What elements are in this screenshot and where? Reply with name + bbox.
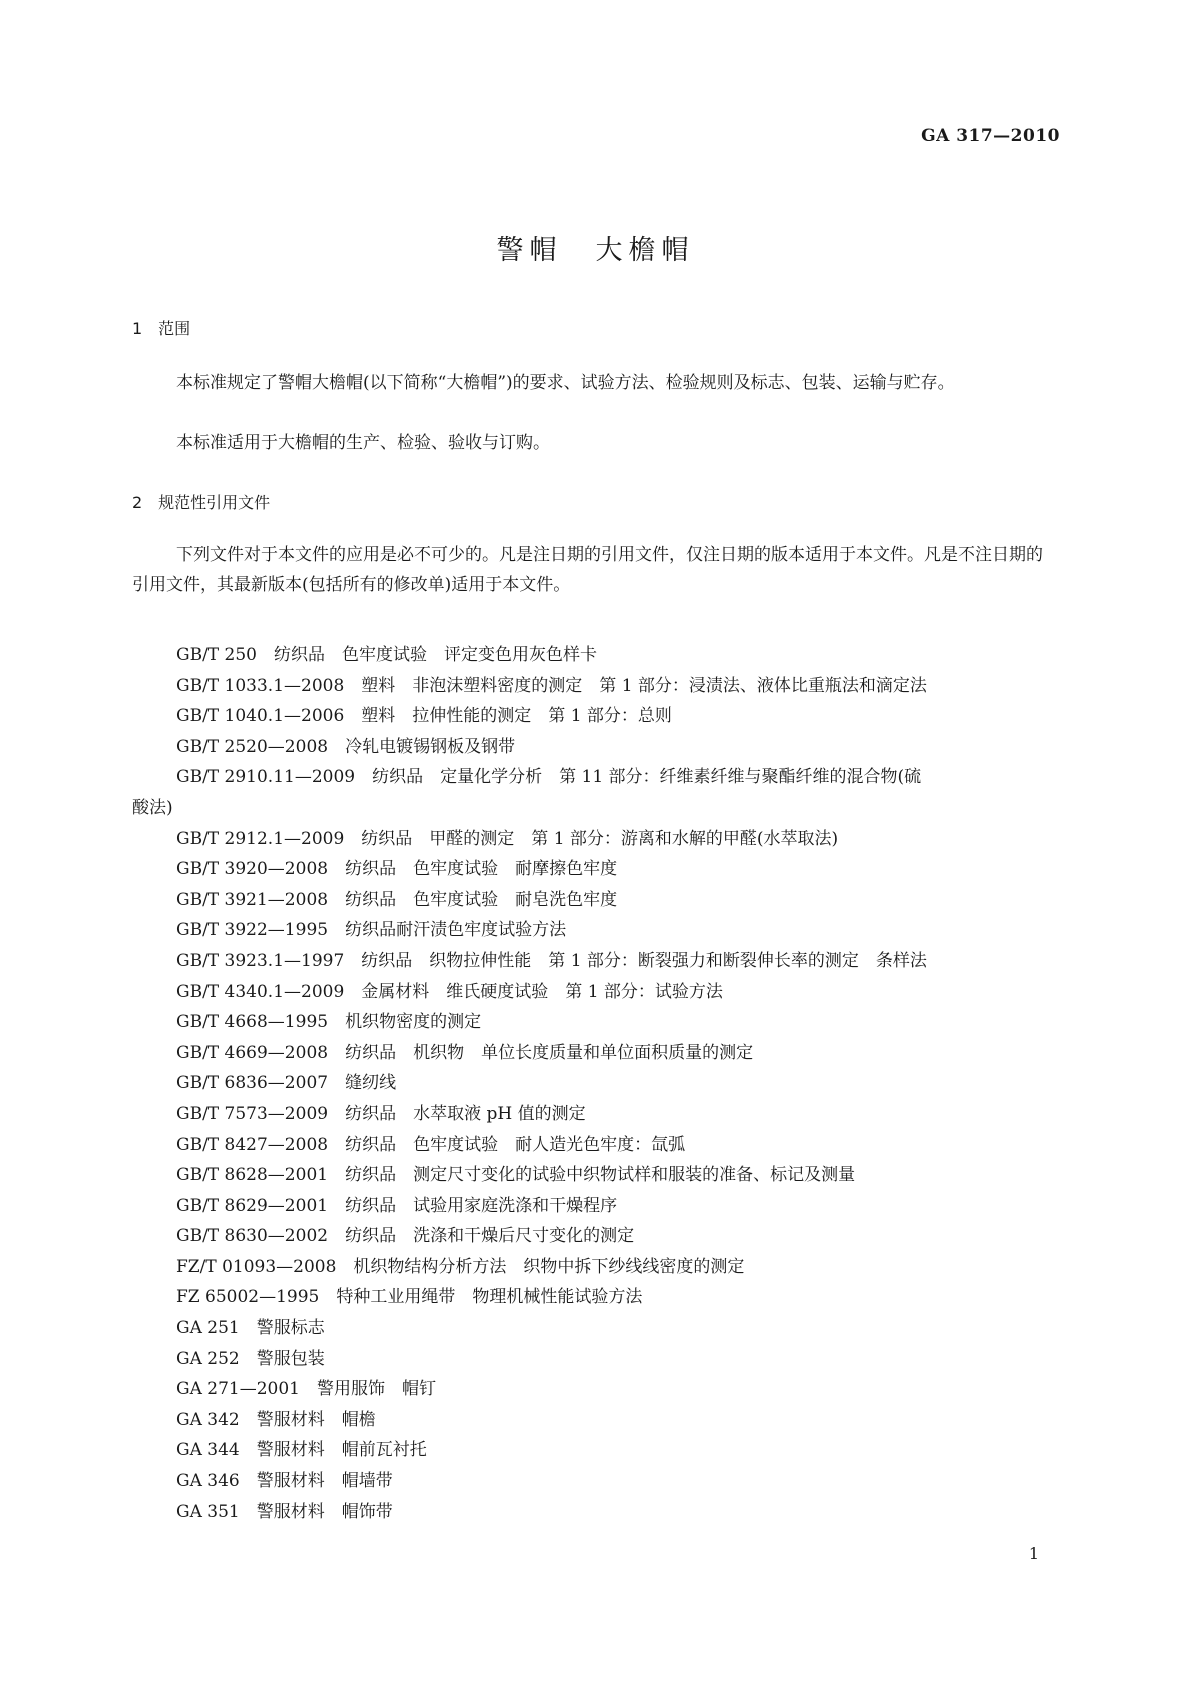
document-title: 警帽 大檐帽	[496, 235, 695, 266]
reference-item: GB/T 6836—2007 缝纫线	[176, 1073, 397, 1094]
reference-item: GB/T 7573—2009 纺织品 水萃取液 pH 值的测定	[176, 1103, 586, 1124]
reference-item: GB/T 250 纺织品 色牢度试验 评定变色用灰色样卡	[176, 645, 597, 665]
reference-item: GA 346 警服材料 帽墙带	[176, 1471, 393, 1492]
normative-refs-intro: 下列文件对于本文件的应用是必不可少的。凡是注日期的引用文件，仅注日期的版本适用于本文件。凡是不注日期的引用文件，其最新版本(包括所有的修改单)适用于本文件。	[132, 545, 1043, 595]
reference-item: GB/T 8630—2002 纺织品 洗涤和干燥后尺寸变化的测定	[176, 1226, 635, 1247]
scope-paragraph-1: 本标准规定了警帽大檐帽(以下简称“大檐帽”)的要求、试验方法、检验规则及标志、包装、运输与贮存。	[176, 373, 955, 393]
reference-item: GB/T 4669—2008 纺织品 机织物 单位长度质量和单位面积质量的测定	[176, 1042, 754, 1063]
reference-item: GA 252 警服包装	[176, 1348, 325, 1369]
reference-item: GB/T 1040.1—2006 塑料 拉伸性能的测定 第 1 部分：总则	[176, 706, 672, 727]
page-number: 1	[1028, 1544, 1039, 1563]
reference-item-continuation: 酸法)	[132, 797, 173, 818]
reference-item: GA 342 警服材料 帽檐	[176, 1409, 376, 1430]
reference-item: GB/T 8628—2001 纺织品 测定尺寸变化的试验中织物试样和服装的准备、标记及测量	[176, 1165, 856, 1186]
reference-item: FZ 65002—1995 特种工业用绳带 物理机械性能试验方法	[176, 1287, 643, 1308]
reference-item: GA 271—2001 警用服饰 帽钉	[176, 1379, 436, 1400]
reference-item: GB/T 4340.1—2009 金属材料 维氏硬度试验 第 1 部分：试验方法	[176, 981, 723, 1002]
standard-code: GA 317—2010	[921, 126, 1060, 146]
reference-item: GB/T 4668—1995 机织物密度的测定	[176, 1012, 482, 1033]
reference-item: GA 344 警服材料 帽前瓦衬托	[176, 1440, 427, 1461]
reference-item: GB/T 3921—2008 纺织品 色牢度试验 耐皂洗色牢度	[176, 889, 618, 910]
reference-item: GB/T 8427—2008 纺织品 色牢度试验 耐人造光色牢度：氙弧	[176, 1134, 686, 1155]
reference-item: GB/T 8629—2001 纺织品 试验用家庭洗涤和干燥程序	[176, 1195, 618, 1216]
reference-item: GB/T 1033.1—2008 塑料 非泡沫塑料密度的测定 第 1 部分：浸渍法、液体比重瓶法和滴定法	[176, 675, 927, 696]
reference-item: GB/T 3923.1—1997 纺织品 织物拉伸性能 第 1 部分：断裂强力和断裂伸长率的测定 条样法	[176, 950, 927, 971]
reference-item: GB/T 2520—2008 冷轧电镀锡钢板及钢带	[176, 736, 516, 757]
section-1-heading: 1 范围	[132, 319, 191, 338]
reference-item: GB/T 2910.11—2009 纺织品 定量化学分析 第 11 部分：纤维素纤维与聚酯纤维的混合物(硫	[176, 767, 922, 788]
scope-paragraph-2: 本标准适用于大檐帽的生产、检验、验收与订购。	[176, 433, 550, 453]
reference-item: GB/T 3922—1995 纺织品耐汗渍色牢度试验方法	[176, 920, 567, 941]
normative-reference-list	[132, 640, 1061, 1527]
reference-item: GA 251 警服标志	[176, 1318, 325, 1339]
section-2-heading: 2 规范性引用文件	[132, 493, 271, 512]
reference-item: FZ/T 01093—2008 机织物结构分析方法 织物中拆下纱线线密度的测定	[176, 1256, 745, 1277]
reference-item: GB/T 3920—2008 纺织品 色牢度试验 耐摩擦色牢度	[176, 859, 618, 880]
reference-item: GA 351 警服材料 帽饰带	[176, 1501, 393, 1522]
reference-item: GB/T 2912.1—2009 纺织品 甲醛的测定 第 1 部分：游离和水解的甲醛(水萃取法)	[176, 828, 839, 849]
